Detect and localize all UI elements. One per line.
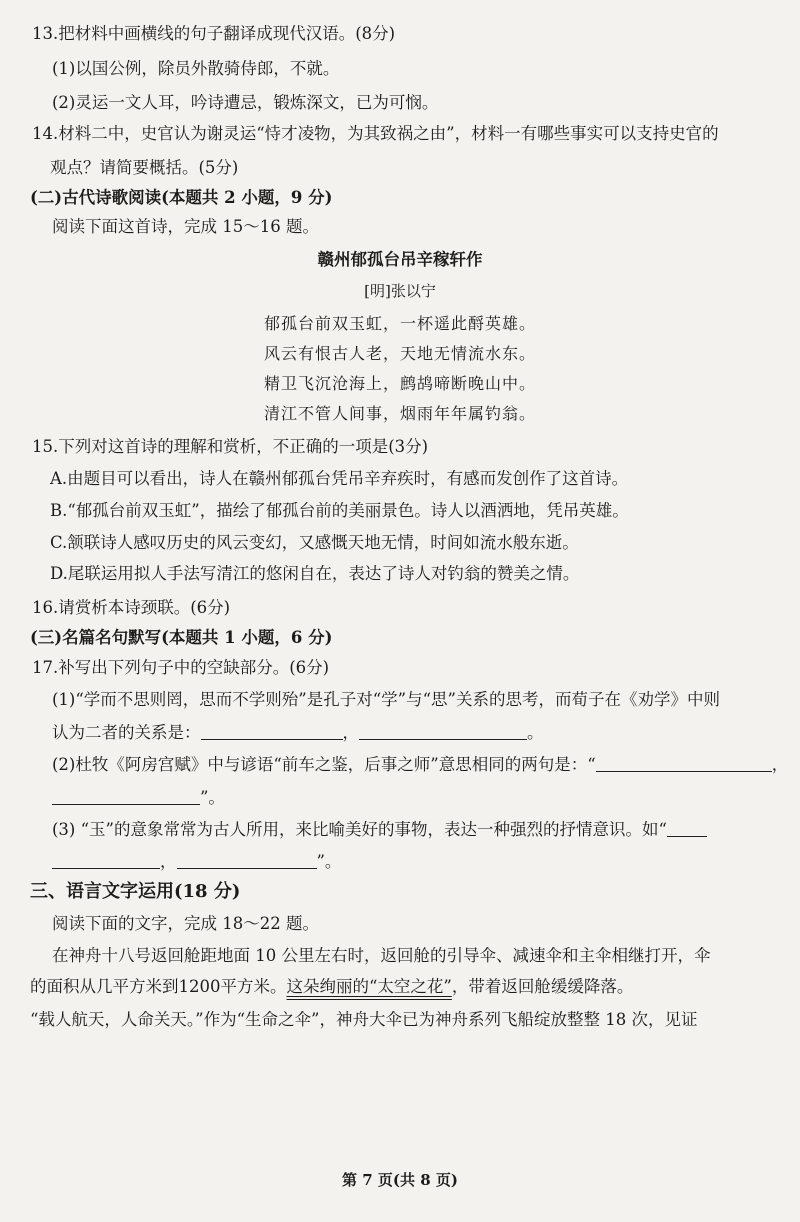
- q17-s3-prompt: (3) “玉”的意象常常为古人所用，来比喻美好的事物，表达一种强烈的抒情意识。如“: [52, 820, 667, 839]
- q17-s2-prompt: (2)杜牧《阿房宫赋》中与谚语“前车之鉴，后事之师”意思相同的两句是：“: [52, 755, 596, 774]
- q14-line-1: 14.材料二中，史官认为谢灵运“恃才凌物，为其致祸之由”，材料一有哪些事实可以支持史官的: [32, 124, 719, 143]
- q13-stem: 13.把材料中画横线的句子翻译成现代汉语。(8分): [32, 24, 396, 43]
- q17-s1-line-2: [52, 721, 544, 745]
- q15-option-d: D.尾联运用拟人手法写清江的悠闲自在，表达了诗人对钓翁的赞美之情。: [50, 564, 580, 583]
- q17-s1-blank-2[interactable]: [359, 723, 527, 740]
- poem-line-2: 风云有恨古人老，天地无情流水东。: [263, 344, 536, 363]
- q17-s2-blank-2[interactable]: [52, 788, 200, 805]
- q15-option-c: C.颔联诗人感叹历史的风云变幻，又感慨天地无情，时间如流水般东逝。: [50, 533, 579, 552]
- q14-line-2: 观点？请简要概括。(5分): [50, 158, 239, 177]
- poem-line-1: 郁孤台前双玉虹，一杯遥此酹英雄。: [263, 314, 536, 333]
- part3-heading: (三)名篇名句默写(本题共 1 小题，6 分): [30, 628, 333, 647]
- q17-s3-end: ”。: [316, 852, 342, 871]
- page-footer: 第 7 页(共 8 页): [342, 1171, 458, 1189]
- q17-stem: 17.补写出下列句子中的空缺部分。(6分): [32, 658, 330, 677]
- passage-p1-plain: 的面积从几平方米到1200平方米。: [30, 977, 287, 996]
- q17-s3-blank-2[interactable]: [177, 852, 317, 869]
- q17-s1-comma: ，: [342, 723, 359, 742]
- q13-sentence-2: (2)灵运一文人耳，吟诗遭忌，锻炼深文，已为可悯。: [52, 93, 439, 112]
- passage-p1-line-1: 在神舟十八号返回舱距地面 10 公里左右时，返回舱的引导伞、减速伞和主伞相继打开，伞: [52, 946, 711, 965]
- q17-s2-line-1: [52, 753, 788, 777]
- q17-s3-line-1: [52, 818, 707, 842]
- q17-s3-comma: ，: [160, 852, 177, 871]
- part2-heading: (二)古代诗歌阅读(本题共 2 小题，9 分): [30, 188, 333, 207]
- q17-s2-comma: ，: [771, 755, 789, 774]
- q17-s3-blank-1a[interactable]: [667, 820, 707, 837]
- q15-stem: 15.下列对这首诗的理解和赏析，不正确的一项是(3分): [32, 437, 429, 456]
- q17-s2-line-2: [52, 786, 225, 810]
- q13-sentence-1: (1)以国公例，除员外散骑侍郎，不就。: [52, 59, 340, 78]
- passage-p1-line-2: [30, 975, 633, 999]
- q17-s3-blank-1b[interactable]: [52, 852, 160, 869]
- section3-heading: 三、语言文字运用(18 分): [30, 881, 241, 902]
- poem-title: 赣州郁孤台吊辛稼轩作: [317, 250, 483, 269]
- poem-line-4: 清江不管人间事，烟雨年年属钓翁。: [263, 404, 536, 423]
- passage-p2-line-1: “载人航天，人命关天。”作为“生命之伞”，神舟大伞已为神舟系列飞船绽放整整 18 次，见证: [30, 1010, 698, 1029]
- poem-line-3: 精卫飞沉沧海上，鹧鸪啼断晚山中。: [263, 374, 536, 393]
- poem-author: [明]张以宁: [364, 282, 436, 300]
- section3-intro: 阅读下面的文字，完成 18～22 题。: [52, 914, 319, 933]
- q17-s2-end: ”。: [200, 788, 225, 807]
- q17-s1-line-1: (1)“学而不思则罔，思而不学则殆”是孔子对“学”与“思”关系的思考，而荀子在《劝学》中则: [52, 690, 720, 709]
- q17-s1-blank-1[interactable]: [201, 723, 343, 740]
- q17-s3-line-2: [52, 850, 341, 874]
- q15-option-b: B.“郁孤台前双玉虹”，描绘了郁孤台前的美丽景色。诗人以酒洒地，凭吊英雄。: [50, 501, 629, 520]
- q17-s1-prompt: 认为二者的关系是：: [52, 723, 201, 742]
- part2-intro: 阅读下面这首诗，完成 15～16 题。: [52, 217, 319, 236]
- passage-p1-underlined: 这朵绚丽的“太空之花”: [286, 977, 452, 996]
- q17-s1-end: 。: [527, 723, 544, 742]
- q16-stem: 16.请赏析本诗颈联。(6分): [32, 598, 231, 617]
- q15-option-a: A.由题目可以看出，诗人在赣州郁孤台凭吊辛弃疾时，有感而发创作了这首诗。: [50, 469, 629, 488]
- q17-s2-blank-1[interactable]: [596, 755, 772, 772]
- passage-p1-rest: ，带着返回舱缓缓降落。: [451, 977, 634, 996]
